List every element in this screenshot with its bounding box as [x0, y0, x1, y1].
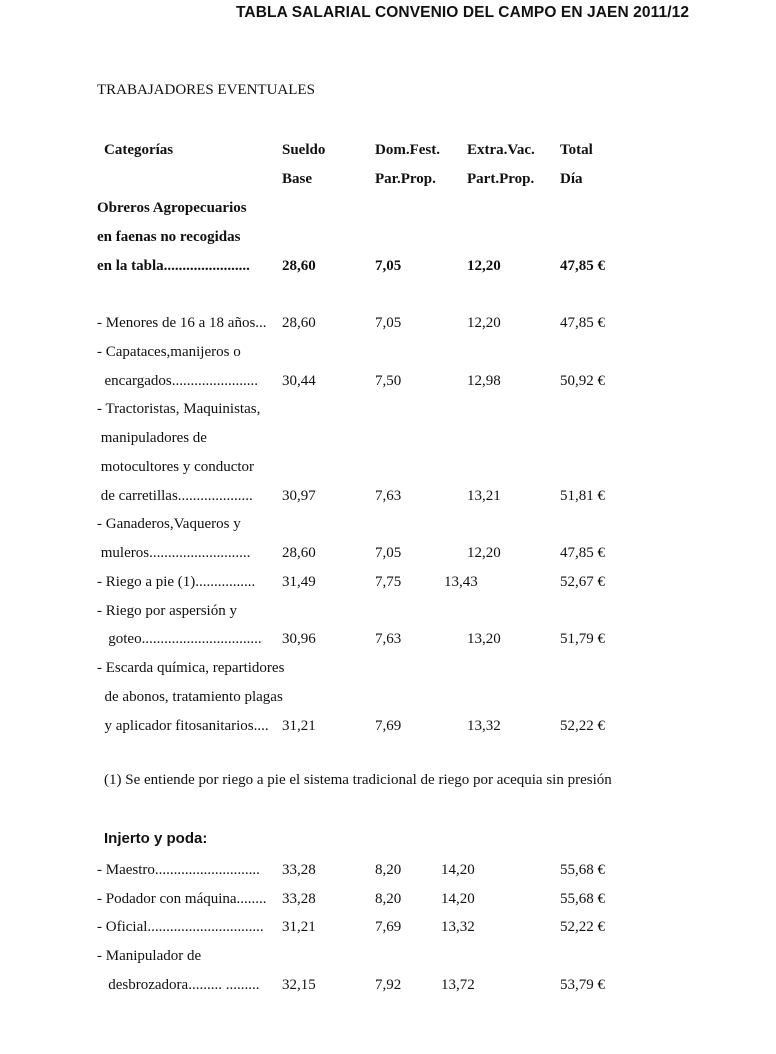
- extra-vacation-cell: 12,20: [467, 315, 501, 331]
- sunday-holiday-cell: 7,63: [375, 631, 402, 647]
- extra-vacation-cell: Part.Prop.: [467, 171, 535, 187]
- table-row: [0, 256, 776, 278]
- category-cell: Obreros Agropecuarios: [97, 200, 247, 216]
- category-cell: - Riego por aspersión y: [97, 603, 237, 619]
- table-row: [0, 860, 776, 882]
- table-row: [0, 313, 776, 335]
- sunday-holiday-cell: 8,20: [375, 862, 402, 878]
- table-row: [0, 629, 776, 651]
- extra-vacation-cell: 14,20: [441, 862, 475, 878]
- sunday-holiday-cell: 7,05: [375, 545, 402, 561]
- table-row: [0, 543, 776, 565]
- table-row: [0, 399, 776, 421]
- table-row: [0, 716, 776, 738]
- category-cell: y aplicador fitosanitarios....: [97, 718, 269, 734]
- category-cell: muleros...........................: [97, 545, 251, 561]
- base-salary-cell: 28,60: [282, 258, 316, 274]
- category-cell: - Escarda química, repartidores: [97, 660, 285, 676]
- total-day-cell: 55,68 €: [560, 891, 605, 907]
- table-row: [0, 486, 776, 508]
- base-salary-cell: 33,28: [282, 891, 316, 907]
- table-row: [0, 917, 776, 939]
- category-cell: - Maestro............................: [97, 862, 260, 878]
- total-day-cell: 53,79 €: [560, 977, 605, 993]
- sunday-holiday-cell: 7,50: [375, 373, 402, 389]
- category-cell: - Oficial...............................: [97, 919, 264, 935]
- category-cell: - Menores de 16 a 18 años...: [97, 315, 267, 331]
- sunday-holiday-cell: Par.Prop.: [375, 171, 436, 187]
- table-row: [0, 572, 776, 594]
- category-cell: Categorías: [104, 142, 174, 158]
- section-title: TRABAJADORES EVENTUALES: [97, 82, 315, 98]
- category-cell: - Tractoristas, Maquinistas,: [97, 401, 261, 417]
- document-title: TABLA SALARIAL CONVENIO DEL CAMPO EN JAEN 2011/12: [236, 4, 690, 21]
- sunday-holiday-cell: Dom.Fest.: [375, 142, 440, 158]
- sunday-holiday-cell: 7,69: [375, 718, 402, 734]
- base-salary-cell: 28,60: [282, 545, 316, 561]
- subsection-title: Injerto y poda:: [104, 830, 208, 847]
- base-salary-cell: 33,28: [282, 862, 316, 878]
- extra-vacation-cell: 12,20: [467, 545, 501, 561]
- total-day-cell: 51,79 €: [560, 631, 605, 647]
- extra-vacation-cell: Extra.Vac.: [467, 142, 535, 158]
- table-row: [0, 198, 776, 220]
- extra-vacation-cell: 14,20: [441, 891, 475, 907]
- category-cell: - Manipulador de: [97, 948, 202, 964]
- total-day-cell: 50,92 €: [560, 373, 605, 389]
- header-row: [0, 169, 776, 191]
- table-row: [0, 601, 776, 623]
- table-row: [0, 514, 776, 536]
- base-salary-cell: 30,44: [282, 373, 316, 389]
- base-salary-cell: 30,97: [282, 488, 316, 504]
- category-cell: desbrozadora......... .........: [97, 977, 260, 993]
- footnote: (1) Se entiende por riego a pie el sistema tradicional de riego por acequia sin presión: [104, 772, 612, 788]
- extra-vacation-cell: 13,72: [441, 977, 475, 993]
- sunday-holiday-cell: 7,05: [375, 315, 402, 331]
- total-day-cell: 52,67 €: [560, 574, 605, 590]
- category-cell: manipuladores de: [97, 430, 207, 446]
- table-row: [0, 658, 776, 680]
- category-cell: motocultores y conductor: [97, 459, 255, 475]
- table-row: [0, 428, 776, 450]
- total-day-cell: 55,68 €: [560, 862, 605, 878]
- base-salary-cell: Base: [282, 171, 312, 187]
- total-day-cell: 52,22 €: [560, 919, 605, 935]
- sunday-holiday-cell: 7,05: [375, 258, 402, 274]
- category-cell: encargados.......................: [97, 373, 258, 389]
- base-salary-cell: 31,21: [282, 718, 316, 734]
- sunday-holiday-cell: 7,92: [375, 977, 402, 993]
- table-row: [0, 946, 776, 968]
- total-day-cell: 47,85 €: [560, 258, 605, 274]
- category-cell: de carretillas....................: [97, 488, 253, 504]
- total-day-cell: 52,22 €: [560, 718, 605, 734]
- sunday-holiday-cell: 8,20: [375, 891, 402, 907]
- extra-vacation-cell: 13,32: [441, 919, 475, 935]
- total-day-cell: 51,81 €: [560, 488, 605, 504]
- category-cell: - Ganaderos,Vaqueros y: [97, 516, 241, 532]
- category-cell: goteo................................: [97, 631, 262, 647]
- table-row: [0, 687, 776, 709]
- base-salary-cell: 28,60: [282, 315, 316, 331]
- extra-vacation-cell: 13,20: [467, 631, 501, 647]
- category-cell: en faenas no recogidas: [97, 229, 241, 245]
- category-cell: de abonos, tratamiento plagas: [97, 689, 283, 705]
- extra-vacation-cell: 12,20: [467, 258, 501, 274]
- base-salary-cell: 32,15: [282, 977, 316, 993]
- table-row: [0, 889, 776, 911]
- sunday-holiday-cell: 7,69: [375, 919, 402, 935]
- total-day-cell: 47,85 €: [560, 315, 605, 331]
- total-day-cell: Día: [560, 171, 583, 187]
- base-salary-cell: 30,96: [282, 631, 316, 647]
- table-row: [0, 371, 776, 393]
- table-row: [0, 457, 776, 479]
- category-cell: - Riego a pie (1)................: [97, 574, 256, 590]
- category-cell: - Podador con máquina........: [97, 891, 267, 907]
- header-row: [0, 140, 776, 162]
- table-row: [0, 975, 776, 997]
- base-salary-cell: Sueldo: [282, 142, 326, 158]
- extra-vacation-cell: 12,98: [467, 373, 501, 389]
- base-salary-cell: 31,49: [282, 574, 316, 590]
- sunday-holiday-cell: 7,75: [375, 574, 402, 590]
- category-cell: en la tabla.......................: [97, 258, 250, 274]
- base-salary-cell: 31,21: [282, 919, 316, 935]
- extra-vacation-cell: 13,32: [467, 718, 501, 734]
- extra-vacation-cell: 13,21: [467, 488, 501, 504]
- table-row: [0, 342, 776, 364]
- total-day-cell: 47,85 €: [560, 545, 605, 561]
- sunday-holiday-cell: 7,63: [375, 488, 402, 504]
- table-row: [0, 227, 776, 249]
- category-cell: - Capataces,manijeros o: [97, 344, 241, 360]
- extra-vacation-cell: 13,43: [444, 574, 478, 590]
- total-day-cell: Total: [560, 142, 593, 158]
